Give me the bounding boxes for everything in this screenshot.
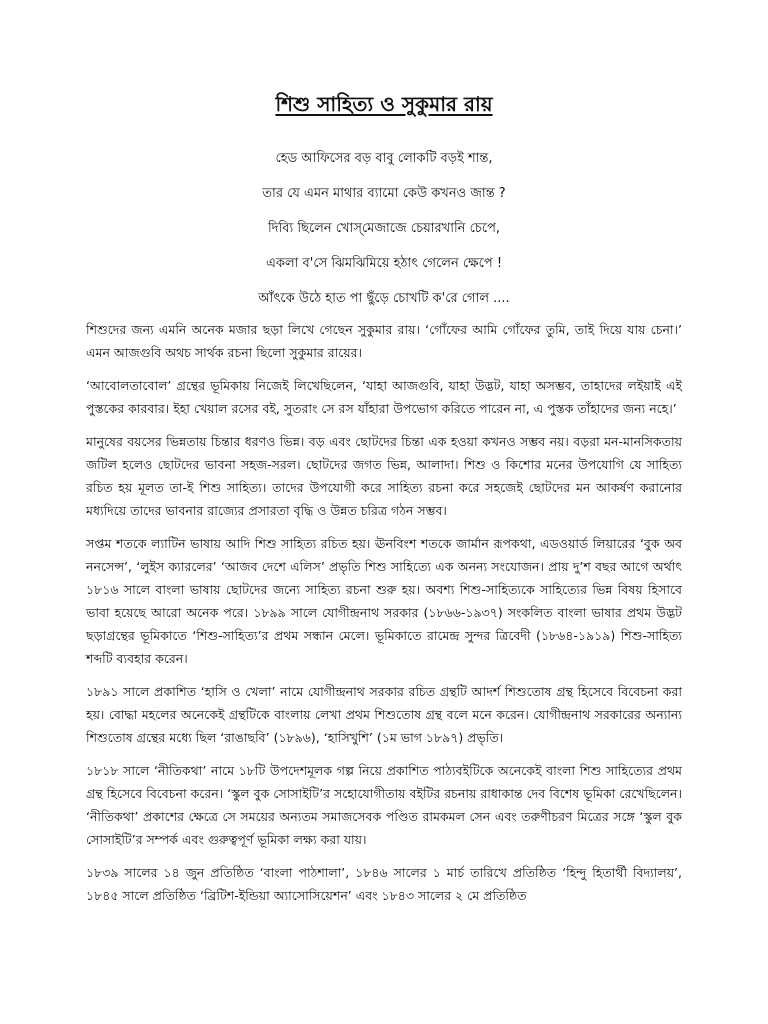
paragraph: সপ্তম শতকে ল্যাটিন ভাষায় আদি শিশু সাহিত্য রচিত হয়। ঊনবিংশ শতকে জার্মান রূপকথা, এডওয়ার্ড লিয়ারের ‘বুক অব ননসেন্স’, ‘লুইস ক্যারলের’ ‘আজব দেশে এলিস’ প্রভৃতি শিশু সাহিত্যে এক অনন্য সংযোজন। প্রায় দু’শ বছর আগে অর্থাৎ ১৮১৬ সালে বাংলা ভাষায় ছোটদের জন্যে সাহিত্য রচনা শুরু হয়। অবশ্য শিশু-সাহিত্যকে সাহিত্যের ভিন্ন বিষয় হিসাবে ভাবা হয়েছে আরো অনেক পরে। ১৮৯৯ সালে যোগীন্দ্রনাথ সরকার (১৮৬৬-১৯৩৭) সংকলিত বাংলা ভাষার প্রথম উদ্ভট ছড়াগ্রন্থের ভূমিকাতে ‘শিশু-সাহিত্য’র প্রথম সন্ধান মেলে। ভূমিকাতে রামেন্দ্র সুন্দর ত্রিবেদী (১৮৬৪-১৯১৯) শিশু-সাহিত্য শব্দটি ব্যবহার করেন। xyxy=(86,536,682,666)
document-title: শিশু সাহিত্য ও সুকুমার রায় xyxy=(275,92,493,116)
paragraph: মানুষের বয়সের ভিন্নতায় চিন্তার ধরণও ভিন্ন। বড় এবং ছোটদের চিন্তা এক হওয়া কখনও সম্ভব নয়। বড়রা মন-মানসিকতায় জটিল হলেও ছোটদের ভাবনা সহজ-সরল। ছোটদের জগত ভিন্ন, আলাদা। শিশু ও কিশোর মনের উপযোগি যে সাহিত্য রচিত হয় মূলত তা-ই শিশু সাহিত্য। তাদের উপযোগী করে সাহিত্য রচনা করে সহজেই ছোটদের মন আকর্ষণ করানোর মধ্যদিয়ে তাদের ভাবনার রাজ্যের প্রসারতা বৃদ্ধি ও উন্নত চরিত্র গঠন সম্ভব। xyxy=(86,434,682,518)
paragraph: ‘আবোলতাবোল’ গ্রন্থের ভূমিকায় নিজেই লিখেছিলেন, ‘যাহা আজগুবি, যাহা উদ্ভট, যাহা অসম্ভব, তাহাদের লইয়াই এই পুস্তকের কারবার। ইহা খেয়াল রসের বই, সুতরাং সে রস যাঁহারা উপভোগ করিতে পারেন না, এ পুস্তক তাঁহাদের জন্য নহে।’ xyxy=(86,378,682,416)
poem-stanza xyxy=(0,150,768,325)
article-body xyxy=(86,318,682,917)
poem-line: আঁৎকে উঠে হাত পা ছুঁড়ে চোখটি ক'রে গোল .... xyxy=(258,291,510,306)
poem-line: একলা ব'সে ঝিমঝিমিয়ে হঠাৎ গেলেন ক্ষেপে ! xyxy=(265,256,503,271)
poem-line: হেড আফিসের বড় বাবু লোকটি বড়ই শান্ত, xyxy=(275,151,493,166)
paragraph: ১৮৩৯ সালের ১৪ জুন প্রতিষ্ঠিত ‘বাংলা পাঠশালা’, ১৮৪৬ সালের ১ মার্চ তারিখে প্রতিষ্ঠিত ‘হিন্দু হিতার্থী বিদ্যালয়’, ১৮৪৫ সালে প্রতিষ্ঠিত ‘ব্রিটিশ-ইন্ডিয়া অ্যাসোসিয়েশন’ এবং ১৮৪৩ সালের ২ মে প্রতিষ্ঠিত xyxy=(86,865,682,903)
paragraph: ১৮১৮ সালে ‘নীতিকথা’ নামে ১৮টি উপদেশমূলক গল্প নিয়ে প্রকাশিত পাঠ্যবইটিকে অনেকেই বাংলা শিশু সাহিত্যের প্রথম গ্রন্থ হিসেবে বিবেচনা করেন। ‘স্কুল বুক সোসাইটি’র সহোযোগীতায় বইটির রচনায় রাধাকান্ত দেব বিশেষ ভূমিকা রেখেছিলেন। ‘নীতিকথা’ প্রকাশের ক্ষেত্রে সে সময়ের অন্যতম সমাজসেবক পণ্ডিত রামকমল সেন এবং তরুণীচরণ মিত্রের সঙ্গে ‘স্কুল বুক সোসাইটি’র সম্পর্ক এবং গুরুত্বপূর্ণ ভূমিকা লক্ষ্য করা যায়। xyxy=(86,763,682,847)
paragraph: ১৮৯১ সালে প্রকাশিত ‘হাসি ও খেলা’ নামে যোগীন্দ্রনাথ সরকার রচিত গ্রন্থটি আদর্শ শিশুতোষ গ্রন্থ হিসেবে বিবেচনা করা হয়। বোদ্ধা মহলের অনেকেই গ্রন্থটিকে বাংলায় লেখা প্রথম শিশুতোষ গ্রন্থ বলে মনে করেন। যোগীন্দ্রনাথ সরকারের অন্যান্য শিশুতোষ গ্রন্থের মধ্যে ছিল ‘রাঙাছবি’ (১৮৯৬), ‘হাসিখুশি’ (১ম ভাগ ১৮৯৭) প্রভৃতি। xyxy=(86,684,682,745)
paragraph: শিশুদের জন্য এমনি অনেক মজার ছড়া লিখে গেছেন সুকুমার রায়। ‘গোঁফের আমি গোঁফের তুমি, তাই দিয়ে যায় চেনা।’ এমন আজগুবি অথচ সার্থক রচনা ছিলো সুকুমার রায়ের। xyxy=(86,322,682,360)
poem-line: তার যে এমন মাথার ব্যামো কেউ কখনও জান্ত ? xyxy=(262,186,506,201)
poem-line: দিব্যি ছিলেন খোস্‌মেজাজে চেয়ারখানি চেপে, xyxy=(267,221,501,236)
